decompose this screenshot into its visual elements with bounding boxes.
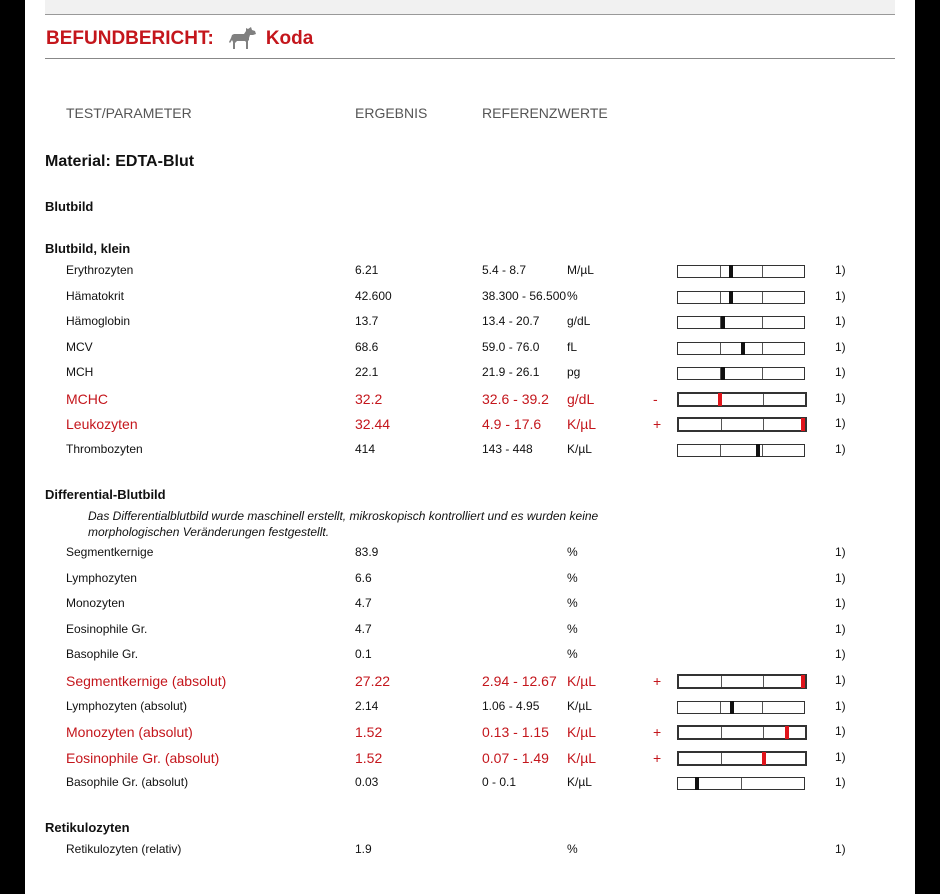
unit: % xyxy=(567,570,578,585)
range-bar xyxy=(677,674,807,689)
result-value: 6.6 xyxy=(355,570,372,585)
result-value: 4.7 xyxy=(355,621,372,636)
result-value: 32.2 xyxy=(355,390,383,407)
test-name: MCH xyxy=(66,365,94,379)
test-name: Erythrozyten xyxy=(66,263,134,277)
unit: % xyxy=(567,842,578,856)
title-divider xyxy=(45,58,895,59)
report-page xyxy=(25,0,915,894)
range-bar-divider xyxy=(762,445,763,456)
result-value: 6.21 xyxy=(355,263,379,277)
footnote-ref: 1) xyxy=(835,441,846,456)
result-value: 414 xyxy=(355,441,376,456)
range-bar-divider xyxy=(720,266,721,277)
title-label: BEFUNDBERICHT: xyxy=(46,28,214,49)
result-value: 2.14 xyxy=(355,698,379,713)
reference-range: 0 - 0.1 xyxy=(482,775,517,790)
unit: pg xyxy=(567,365,581,379)
patient-name: Koda xyxy=(265,28,314,49)
table-row xyxy=(25,545,915,563)
range-bar-divider xyxy=(763,727,764,738)
footnote-ref: 1) xyxy=(835,314,846,328)
table-row xyxy=(25,289,915,307)
range-bar xyxy=(677,367,805,380)
flag: + xyxy=(653,673,662,689)
table-row xyxy=(25,416,915,434)
range-bar-divider xyxy=(721,676,722,687)
footnote-ref: 1) xyxy=(835,263,846,277)
reference-range: 21.9 - 26.1 xyxy=(482,365,540,379)
test-name: Monozyten xyxy=(66,596,125,611)
test-name: MCHC xyxy=(66,390,108,407)
result-value: 1.9 xyxy=(355,842,372,856)
range-bar xyxy=(677,291,805,304)
section-retikulozyten: Retikulozyten xyxy=(45,820,130,835)
test-name: Eosinophile Gr. (absolut) xyxy=(66,749,220,766)
unit: % xyxy=(567,647,578,662)
differential-note: Das Differentialblutbild wurde maschinell erstellt, mikroskopisch kontrolliert und es wurden keine morphologischen Veränderungen festgestellt. xyxy=(88,509,599,539)
footnote-ref: 1) xyxy=(835,365,846,379)
result-value: 68.6 xyxy=(355,339,379,354)
range-bar xyxy=(677,265,805,278)
range-bar xyxy=(677,751,807,766)
range-bar-divider xyxy=(720,445,721,456)
flag: + xyxy=(653,724,662,741)
range-bar xyxy=(677,342,805,355)
range-bar-marker xyxy=(718,393,722,406)
table-row xyxy=(25,750,915,768)
table-row xyxy=(25,622,915,640)
footnote-ref: 1) xyxy=(835,545,846,559)
range-bar-divider xyxy=(762,702,763,713)
flag: + xyxy=(653,749,662,766)
range-bar-divider xyxy=(763,676,764,687)
range-bar-divider xyxy=(720,343,721,354)
range-bar xyxy=(677,701,805,714)
range-bar-divider xyxy=(762,292,763,303)
range-bar-divider xyxy=(762,317,763,328)
test-name: MCV xyxy=(66,339,93,354)
footnote-ref: 1) xyxy=(835,749,846,764)
range-bar-divider xyxy=(720,292,721,303)
column-header-test: TEST/PARAMETER xyxy=(66,105,192,121)
range-bar-marker xyxy=(741,342,745,355)
reference-range: 143 - 448 xyxy=(482,441,533,456)
reference-range: 5.4 - 8.7 xyxy=(482,263,527,277)
range-bar-divider xyxy=(762,266,763,277)
result-value: 0.1 xyxy=(355,647,372,662)
unit: M/µL xyxy=(567,263,594,277)
range-bar-marker xyxy=(785,726,789,739)
range-bar xyxy=(677,777,805,790)
unit: K/µL xyxy=(567,441,592,456)
range-bar xyxy=(677,392,807,407)
result-value: 22.1 xyxy=(355,365,379,379)
reference-range: 32.6 - 39.2 xyxy=(482,390,549,407)
column-header-result: ERGEBNIS xyxy=(355,105,428,121)
range-bar xyxy=(677,417,807,432)
unit: % xyxy=(567,621,578,636)
footnote-ref: 1) xyxy=(835,647,846,662)
footnote-ref: 1) xyxy=(835,842,846,856)
range-bar-divider xyxy=(721,753,722,764)
unit: K/µL xyxy=(567,416,597,432)
report-title xyxy=(46,26,313,52)
reference-range: 2.94 - 12.67 xyxy=(482,673,557,689)
footnote-ref: 1) xyxy=(835,698,846,713)
flag: - xyxy=(653,390,658,407)
range-bar-marker xyxy=(695,777,699,790)
range-bar-divider xyxy=(763,419,764,430)
range-bar-marker xyxy=(721,367,725,380)
test-name: Lymphozyten (absolut) xyxy=(66,698,187,713)
footnote-ref: 1) xyxy=(835,621,846,636)
table-row xyxy=(25,442,915,460)
section-differential: Differential-Blutbild xyxy=(45,487,166,502)
test-name: Basophile Gr. xyxy=(66,647,139,662)
table-row xyxy=(25,263,915,281)
test-name: Thrombozyten xyxy=(66,441,143,456)
result-value: 0.03 xyxy=(355,775,379,790)
test-name: Leukozyten xyxy=(66,416,138,432)
table-row xyxy=(25,699,915,717)
test-name: Monozyten (absolut) xyxy=(66,724,193,741)
reference-range: 38.300 - 56.500 xyxy=(482,288,567,303)
table-row xyxy=(25,775,915,793)
footnote-ref: 1) xyxy=(835,775,846,790)
test-name: Eosinophile Gr. xyxy=(66,621,148,636)
reference-range: 0.07 - 1.49 xyxy=(482,749,549,766)
result-value: 4.7 xyxy=(355,596,372,611)
footnote-ref: 1) xyxy=(835,288,846,303)
result-value: 1.52 xyxy=(355,724,383,741)
test-name: Basophile Gr. (absolut) xyxy=(66,775,189,790)
section-blutbild-klein: Blutbild, klein xyxy=(45,241,131,256)
test-name: Segmentkernige (absolut) xyxy=(66,673,227,689)
table-row xyxy=(25,647,915,665)
table-row xyxy=(25,596,915,614)
range-bar-divider xyxy=(741,778,742,789)
unit: g/dL xyxy=(567,314,591,328)
flag: + xyxy=(653,416,662,432)
footnote-ref: 1) xyxy=(835,596,846,611)
range-bar-marker xyxy=(729,265,733,278)
range-bar-divider xyxy=(762,368,763,379)
footnote-ref: 1) xyxy=(835,416,846,430)
table-row xyxy=(25,673,915,691)
range-bar-divider xyxy=(720,702,721,713)
range-bar-divider xyxy=(763,394,764,405)
unit: K/µL xyxy=(567,698,592,713)
range-bar xyxy=(677,444,805,457)
test-name: Segmentkernige xyxy=(66,545,154,559)
test-name: Hämatokrit xyxy=(66,288,125,303)
table-row xyxy=(25,365,915,383)
test-name: Retikulozyten (relativ) xyxy=(66,842,182,856)
table-row xyxy=(25,842,915,860)
table-row xyxy=(25,340,915,358)
unit: % xyxy=(567,288,578,303)
reference-range: 13.4 - 20.7 xyxy=(482,314,540,328)
unit: K/µL xyxy=(567,749,597,766)
range-bar-marker xyxy=(756,444,760,457)
range-bar-marker xyxy=(801,675,805,688)
result-value: 1.52 xyxy=(355,749,383,766)
unit: K/µL xyxy=(567,724,597,741)
table-row xyxy=(25,314,915,332)
footnote-ref: 1) xyxy=(835,724,846,739)
reference-range: 0.13 - 1.15 xyxy=(482,724,549,741)
unit: % xyxy=(567,596,578,611)
range-bar xyxy=(677,316,805,329)
unit: K/µL xyxy=(567,775,592,790)
range-bar-marker xyxy=(801,418,805,431)
section-blutbild: Blutbild xyxy=(45,199,94,214)
unit: % xyxy=(567,545,578,559)
unit: K/µL xyxy=(567,673,597,689)
range-bar-marker xyxy=(729,291,733,304)
unit: g/dL xyxy=(567,390,595,407)
result-value: 32.44 xyxy=(355,416,391,432)
footnote-ref: 1) xyxy=(835,390,846,405)
result-value: 42.600 xyxy=(355,288,392,303)
range-bar-marker xyxy=(730,701,734,714)
top-band xyxy=(45,0,895,15)
range-bar-divider xyxy=(762,343,763,354)
footnote-ref: 1) xyxy=(835,570,846,585)
column-header-reference: REFERENZWERTE xyxy=(482,105,608,121)
range-bar-marker xyxy=(762,752,766,765)
result-value: 13.7 xyxy=(355,314,379,328)
footnote-ref: 1) xyxy=(835,339,846,354)
test-name: Lymphozyten xyxy=(66,570,137,585)
test-name: Hämoglobin xyxy=(66,314,131,328)
reference-range: 59.0 - 76.0 xyxy=(482,339,540,354)
dog-icon xyxy=(224,26,258,52)
table-row xyxy=(25,724,915,742)
material-heading: Material: EDTA-Blut xyxy=(45,153,195,170)
range-bar-divider xyxy=(721,419,722,430)
range-bar xyxy=(677,725,807,740)
result-value: 83.9 xyxy=(355,545,379,559)
footnote-ref: 1) xyxy=(835,673,846,687)
result-value: 27.22 xyxy=(355,673,391,689)
range-bar-marker xyxy=(721,316,725,329)
table-row xyxy=(25,571,915,589)
reference-range: 1.06 - 4.95 xyxy=(482,698,540,713)
range-bar-divider xyxy=(721,727,722,738)
reference-range: 4.9 - 17.6 xyxy=(482,416,542,432)
unit: fL xyxy=(567,339,578,354)
table-row xyxy=(25,391,915,409)
